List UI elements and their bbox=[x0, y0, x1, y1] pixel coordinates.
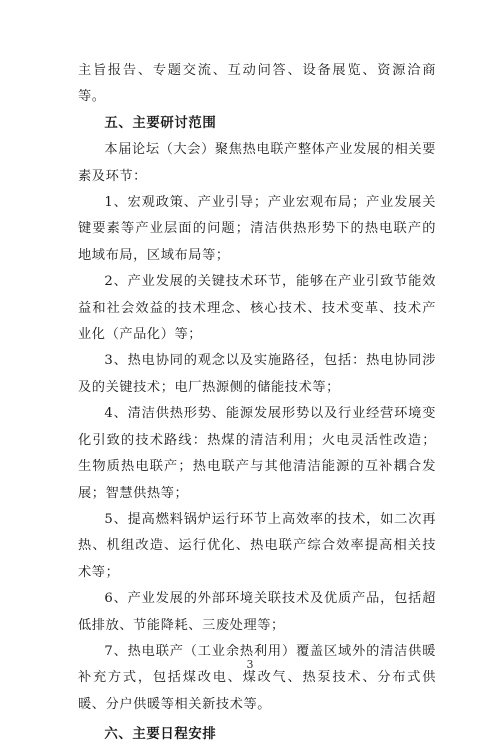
page-number: 3 bbox=[246, 658, 254, 671]
paragraph-forum-focus: 本届论坛（大会）聚焦热电联产整体产业发展的相关要素及环节： bbox=[78, 142, 436, 184]
paragraph-item-4: 4、清洁供热形势、能源发展形势以及行业经营环境变化引致的技术路线：热煤的清洁利用；火电灵活性改造；生物质热电联产；热电联产与其他清洁能源的互补耦合发展；智慧供热等； bbox=[78, 406, 436, 501]
paragraph-item-6: 6、产业发展的外部环境关联技术及优质产品，包括超低排放、节能降耗、三废处理等； bbox=[78, 591, 436, 633]
paragraph-continuation: 主旨报告、专题交流、互动问答、设备展览、资源洽商等。 bbox=[78, 63, 436, 105]
paragraph-item-2: 2、产业发展的关键技术环节，能够在产业引致节能效益和社会效益的技术理念、核心技术、技术变革、技术产业化（产品化）等； bbox=[78, 274, 436, 343]
document-body bbox=[78, 58, 436, 749]
paragraph-item-1: 1、宏观政策、产业引导；产业宏观布局；产业发展关键要素等产业层面的问题；清洁供热形势下的热电联产的地域布局，区域布局等； bbox=[78, 195, 436, 263]
section-heading-research-scope: 五、主要研讨范围 bbox=[104, 115, 217, 131]
paragraph-item-5: 5、提高燃料锅炉运行环节上高效率的技术，如二次再热、机组改造、运行优化、热电联产综合效率提高相关技术等； bbox=[78, 511, 436, 580]
paragraph-item-7: 7、热电联产（工业余热利用）覆盖区域外的清洁供暖补充方式，包括煤改电、煤改气、热泵技术、分布式供暖、分户供暖等相关新技术等。 bbox=[78, 643, 436, 712]
section-heading-schedule: 六、主要日程安排 bbox=[104, 727, 217, 743]
paragraph-item-3: 3、热电协同的观念以及实施路径，包括：热电协同涉及的关键技术；电厂热源侧的储能技术等； bbox=[78, 353, 436, 395]
